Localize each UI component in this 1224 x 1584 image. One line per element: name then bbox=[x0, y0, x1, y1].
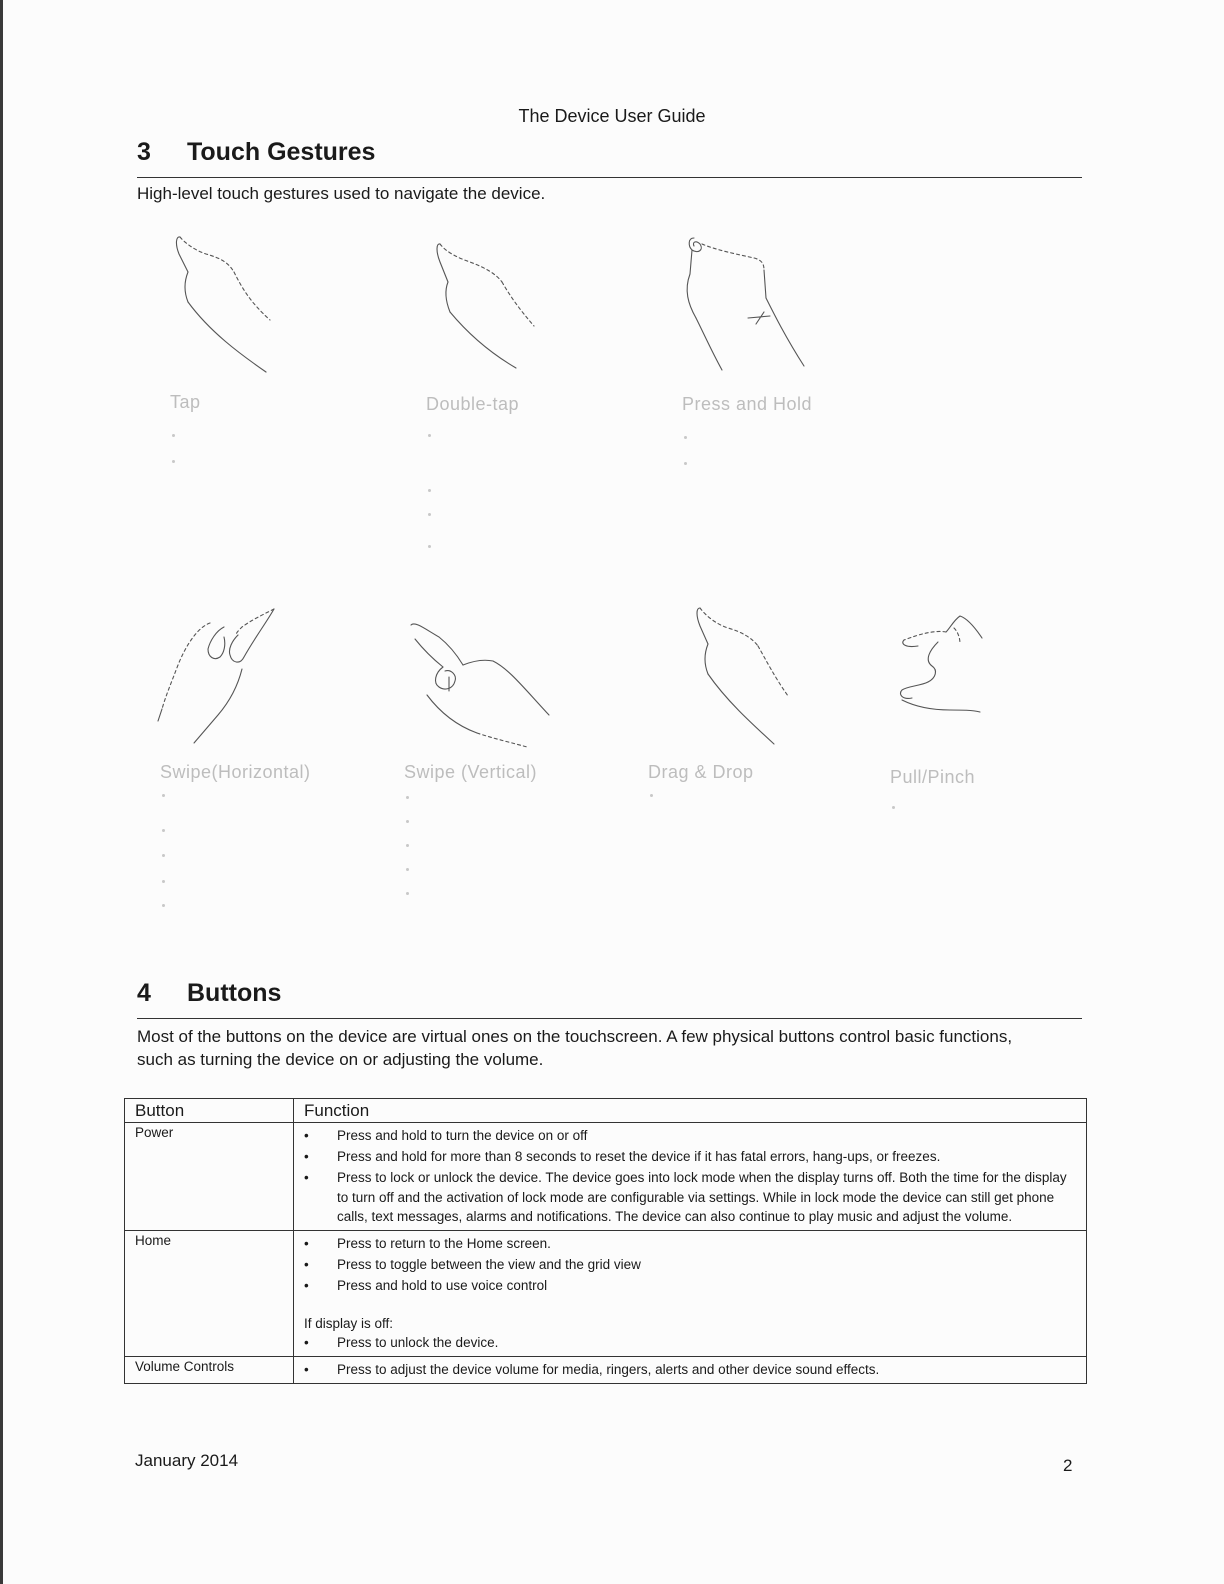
table-header-function: Function bbox=[294, 1099, 1087, 1123]
section-4-title: Buttons bbox=[187, 979, 282, 1007]
table-cell-function bbox=[294, 1231, 1087, 1357]
scan-edge bbox=[0, 0, 3, 1584]
list-item: • Press to return to the Home screen. bbox=[304, 1234, 1078, 1254]
list-item: • Press to toggle between the view and the grid view bbox=[304, 1255, 1078, 1275]
faint-bullet bbox=[162, 880, 165, 883]
double-tap-hand-icon bbox=[430, 238, 545, 373]
faint-bullet bbox=[406, 868, 409, 871]
gesture-pull-pinch-label: Pull/Pinch bbox=[890, 767, 976, 787]
table-header-row bbox=[125, 1099, 1087, 1123]
list-item: • Press to unlock the device. bbox=[304, 1333, 1078, 1353]
function-list bbox=[304, 1234, 1078, 1296]
section-3-intro: High-level touch gestures used to navigate the device. bbox=[137, 184, 546, 203]
gesture-swipe-horizontal bbox=[150, 605, 285, 750]
faint-bullet bbox=[406, 892, 409, 895]
faint-bullet bbox=[650, 794, 653, 797]
faint-bullet bbox=[428, 489, 431, 492]
section-4-intro: Most of the buttons on the device are virtual ones on the touchscreen. A few physical buttons control basic functions, such as turning the device on or adjusting the volume. bbox=[137, 1027, 1013, 1069]
list-item: • Press and hold to turn the device on or off bbox=[304, 1126, 1078, 1146]
table-row-home bbox=[125, 1231, 1087, 1357]
gesture-tap-label: Tap bbox=[170, 392, 201, 412]
section-3-title: Touch Gestures bbox=[187, 138, 376, 166]
faint-bullet bbox=[172, 460, 175, 463]
gesture-drag-drop bbox=[690, 604, 800, 746]
faint-bullet bbox=[162, 854, 165, 857]
table-cell-function bbox=[294, 1123, 1087, 1231]
function-sublist bbox=[304, 1333, 1078, 1353]
section-3-number: 3 bbox=[137, 138, 151, 166]
gesture-press-hold-label: Press and Hold bbox=[682, 394, 813, 414]
gesture-double-tap-label: Double-tap bbox=[426, 394, 520, 414]
gesture-drag-drop-label: Drag & Drop bbox=[648, 762, 754, 782]
page-number: 2 bbox=[1063, 1456, 1073, 1475]
buttons-table bbox=[124, 1098, 1087, 1384]
table-cell-function bbox=[294, 1356, 1087, 1383]
faint-bullet bbox=[428, 545, 431, 548]
press-hold-hand-icon bbox=[676, 234, 811, 374]
gesture-double-tap bbox=[430, 238, 545, 373]
gesture-swipe-horizontal-label: Swipe(Horizontal) bbox=[160, 762, 311, 782]
gesture-press-hold bbox=[676, 234, 811, 374]
section-4-heading bbox=[137, 979, 281, 1008]
gesture-pull-pinch bbox=[894, 612, 989, 722]
section-4-number: 4 bbox=[137, 979, 151, 1007]
gesture-swipe-vertical-label: Swipe (Vertical) bbox=[404, 762, 538, 782]
drag-drop-hand-icon bbox=[690, 604, 800, 746]
table-cell-button: Power bbox=[125, 1123, 294, 1231]
faint-bullet bbox=[428, 513, 431, 516]
swipe-horizontal-hand-icon bbox=[150, 605, 285, 750]
gesture-swipe-vertical bbox=[405, 615, 555, 755]
faint-bullet bbox=[406, 844, 409, 847]
table-cell-button: Volume Controls bbox=[125, 1356, 294, 1383]
table-cell-button: Home bbox=[125, 1231, 294, 1357]
pull-pinch-hand-icon bbox=[894, 612, 989, 722]
section-4-rule bbox=[137, 1018, 1082, 1019]
list-item: • Press to adjust the device volume for media, ringers, alerts and other device sound effects. bbox=[304, 1360, 1078, 1380]
faint-bullet bbox=[162, 904, 165, 907]
faint-bullet bbox=[684, 462, 687, 465]
table-header-button: Button bbox=[125, 1099, 294, 1123]
section-3-rule bbox=[137, 177, 1082, 178]
faint-bullet bbox=[684, 436, 687, 439]
function-list bbox=[304, 1360, 1078, 1380]
faint-bullet bbox=[406, 820, 409, 823]
faint-bullet bbox=[892, 806, 895, 809]
tap-hand-icon bbox=[170, 232, 285, 382]
table-row-volume bbox=[125, 1356, 1087, 1383]
document-header-title: The Device User Guide bbox=[518, 106, 706, 126]
faint-bullet bbox=[428, 434, 431, 437]
swipe-vertical-hand-icon bbox=[405, 615, 555, 755]
faint-bullet bbox=[172, 434, 175, 437]
faint-bullet bbox=[162, 829, 165, 832]
faint-bullet bbox=[406, 796, 409, 799]
function-list bbox=[304, 1126, 1078, 1227]
list-item: • Press to lock or unlock the device. The device goes into lock mode when the display turns off. Both the time for the display to turn off and the activation of lock mode are configurable via settings. While in lock mode the device can still get phone calls, text messages, alarms and notifications. The device can also continue to play music and adjust the volume. bbox=[304, 1168, 1078, 1227]
faint-bullet bbox=[162, 794, 165, 797]
list-item: • Press and hold for more than 8 seconds to reset the device if it has fatal errors, hang-ups, or freezes. bbox=[304, 1147, 1078, 1167]
gesture-tap bbox=[170, 232, 285, 382]
section-3-heading bbox=[137, 138, 375, 167]
list-item: • Press and hold to use voice control bbox=[304, 1276, 1078, 1296]
display-off-subheading: If display is off: bbox=[304, 1315, 394, 1331]
table-row-power bbox=[125, 1123, 1087, 1231]
footer-date: January 2014 bbox=[135, 1451, 239, 1470]
